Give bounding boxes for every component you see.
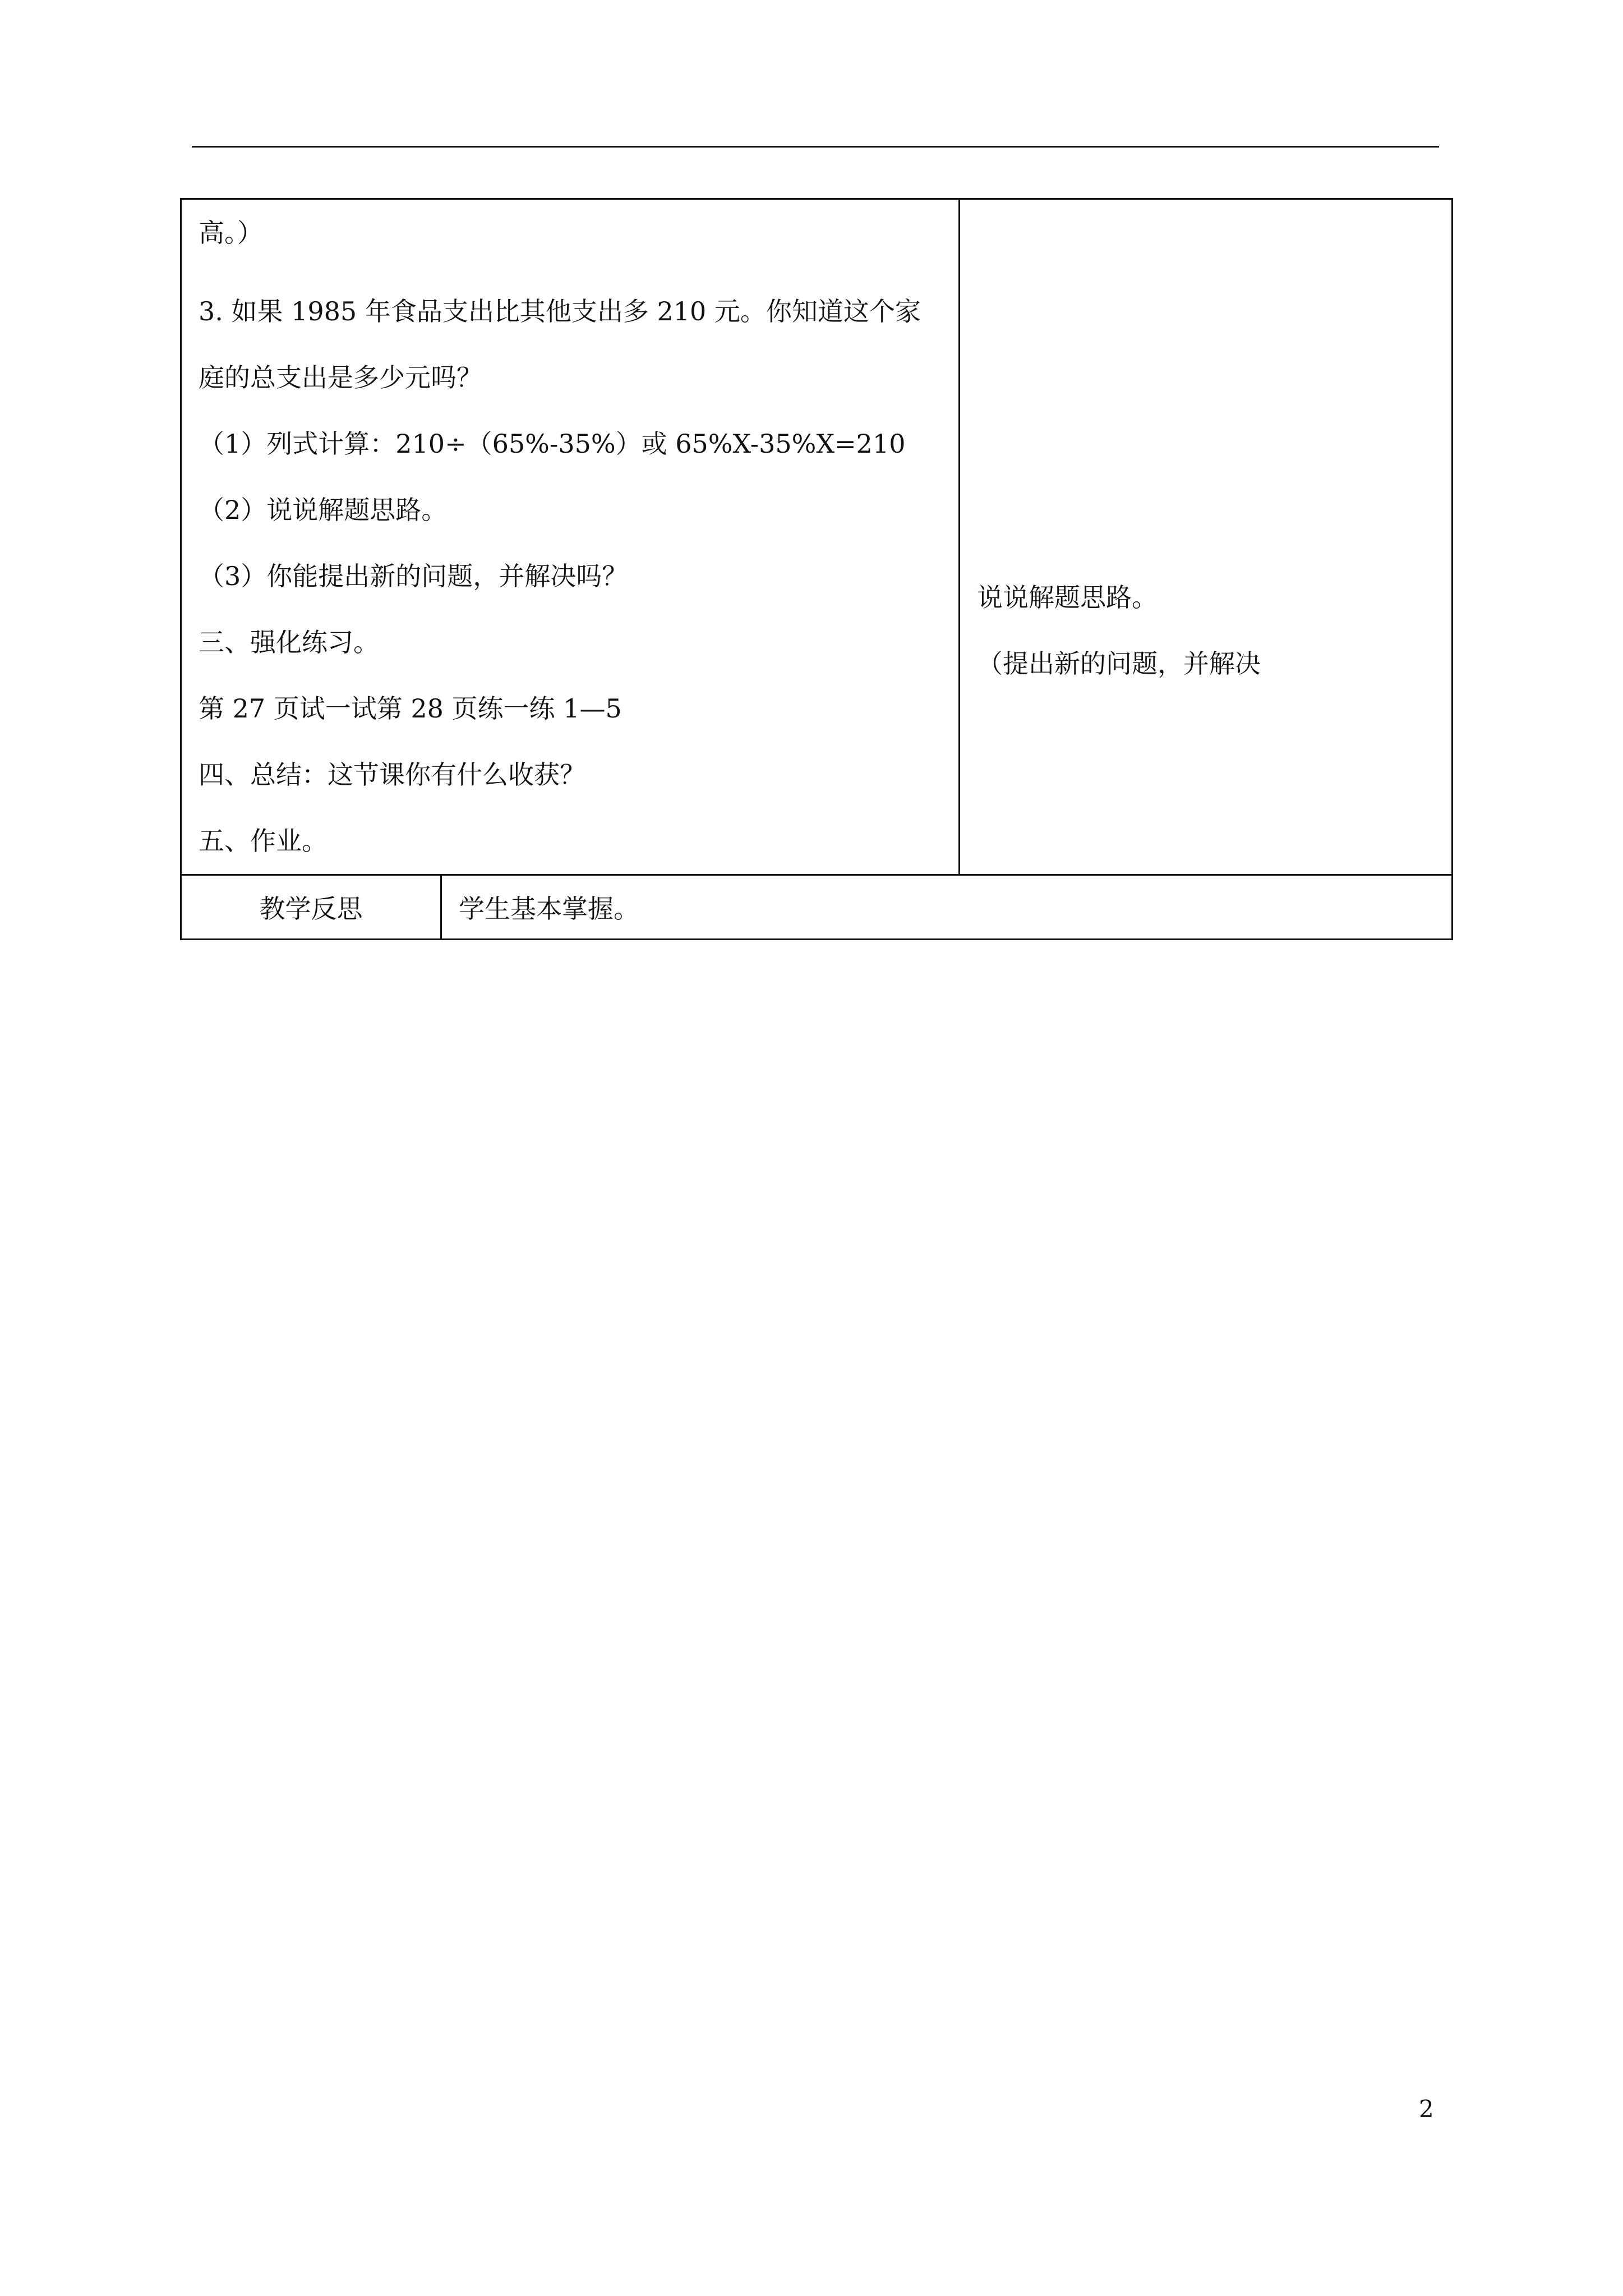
text-line: 庭的总支出是多少元吗？ — [199, 362, 482, 393]
text-line: 高。） — [199, 218, 263, 248]
text-line: 四、总结：这节课你有什么收获？ — [199, 760, 585, 790]
text-line: （3）你能提出新的问题，并解决吗？ — [199, 561, 628, 591]
text-line: （2）说说解题思路。 — [199, 495, 448, 525]
student-activity-cell — [960, 199, 1453, 875]
reflection-text: 学生基本掌握。 — [441, 875, 1453, 940]
header-rule — [192, 146, 1439, 148]
teaching-process-cell — [181, 199, 960, 875]
text-line: 说说解题思路。 — [977, 582, 1158, 613]
lesson-plan-table — [180, 198, 1453, 940]
text-line: 3. 如果 1985 年食品支出比其他支出多 210 元。你知道这个家 — [199, 296, 921, 326]
text-line: 三、强化练习。 — [199, 627, 379, 657]
text-line: 五、作业。 — [199, 826, 328, 856]
text-line: （1）列式计算：210÷（65%-35%）或 65%X-35%X=210 — [199, 429, 906, 459]
reflection-label: 教学反思 — [181, 875, 441, 940]
page-number: 2 — [1419, 2095, 1434, 2123]
text-line: （提出新的问题，并解决 — [977, 648, 1261, 679]
text-line: 第 27 页试一试第 28 页练一练 1—5 — [199, 693, 622, 724]
